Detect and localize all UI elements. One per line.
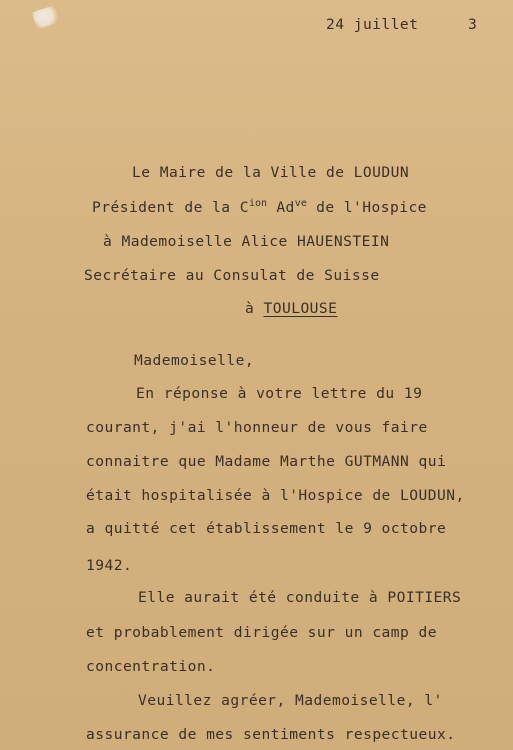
letter-line: et probablement dirigée sur un camp de: [86, 624, 437, 641]
sender-title-line: [92, 198, 427, 216]
letter-line: était hospitalisée à l'Hospice de LOUDUN,: [86, 487, 465, 504]
sender-line: Le Maire de la Ville de LOUDUN: [132, 164, 410, 181]
letter-line: assurance de mes sentiments respectueux.: [86, 726, 456, 743]
paper-edge-mark: [32, 4, 62, 29]
recipient-line: à Mademoiselle Alice HAUENSTEIN: [103, 233, 390, 250]
sender-title-middle: Ad: [267, 199, 295, 216]
sender-title-suffix: de l'Hospice: [306, 199, 427, 216]
letter-line: Veuillez agréer, Mademoiselle, l': [138, 692, 443, 709]
recipient-city: TOULOUSE: [263, 300, 338, 317]
letter-line: concentration.: [86, 658, 216, 675]
letter-line: connaitre que Madame Marthe GUTMANN qui: [86, 453, 447, 470]
sender-title-superscript-2: ve: [294, 198, 307, 209]
salutation: Mademoiselle,: [134, 352, 255, 369]
recipient-city-prefix: à: [245, 300, 255, 317]
letter-line: 1942.: [86, 557, 133, 574]
letter-line: courant, j'ai l'honneur de vous faire: [86, 419, 428, 436]
letter-line: a quitté cet établissement le 9 octobre: [86, 520, 447, 537]
letter-line: Elle aurait été conduite à POITIERS: [138, 589, 462, 606]
letter-date: 24 juillet: [326, 16, 419, 33]
page-number: 3: [468, 16, 478, 33]
letter-line: En réponse à votre lettre du 19: [136, 385, 423, 402]
sender-title-prefix: Président de la C: [92, 199, 250, 216]
sender-title-superscript-1: ion: [249, 198, 268, 209]
recipient-city-line: [245, 300, 337, 317]
recipient-title-line: Secrétaire au Consulat de Suisse: [84, 267, 380, 284]
